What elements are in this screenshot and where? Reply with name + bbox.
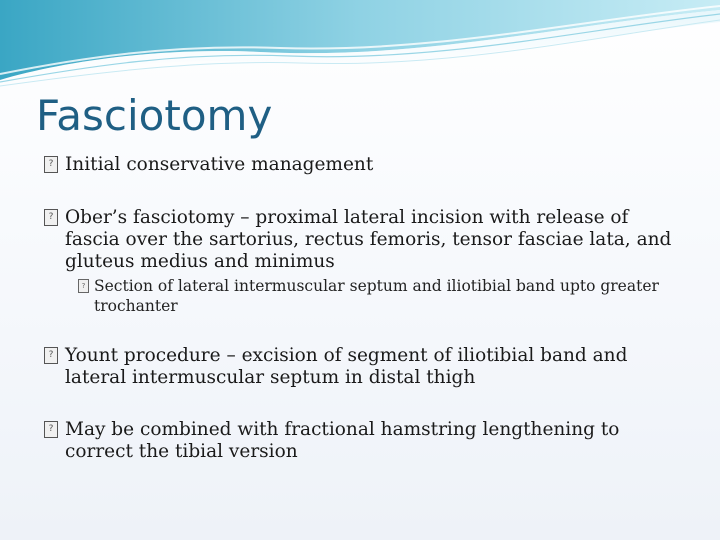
bullet-item [44, 207, 684, 273]
missing-glyph-icon: ? [44, 156, 58, 173]
sub-bullet-item [78, 276, 678, 316]
bullet-text: Yount procedure – excision of segment of iliotibial band and lateral intermuscular septum in distal thigh [65, 345, 628, 388]
sub-bullet-text: Section of lateral intermuscular septum and iliotibial band upto greater trochanter [94, 277, 659, 315]
bullet-text: Ober’s fasciotomy – proximal lateral incision with release of fascia over the sartorius, rectus femoris, tensor fasciae lata, and gluteus medius and minimus [65, 207, 672, 272]
missing-glyph-icon: ? [44, 347, 58, 364]
bullet-item [44, 419, 684, 463]
bullet-item [44, 345, 684, 389]
missing-glyph-icon: ? [44, 209, 58, 226]
missing-glyph-icon: ? [78, 279, 89, 293]
bullet-text: Initial conservative management [65, 154, 374, 175]
bullet-text: May be combined with fractional hamstring lengthening to correct the tibial version [65, 419, 620, 462]
missing-glyph-icon: ? [44, 421, 58, 438]
bullet-item [44, 154, 684, 176]
header-wave-decoration [0, 0, 720, 90]
slide-title: Fasciotomy [36, 91, 273, 140]
